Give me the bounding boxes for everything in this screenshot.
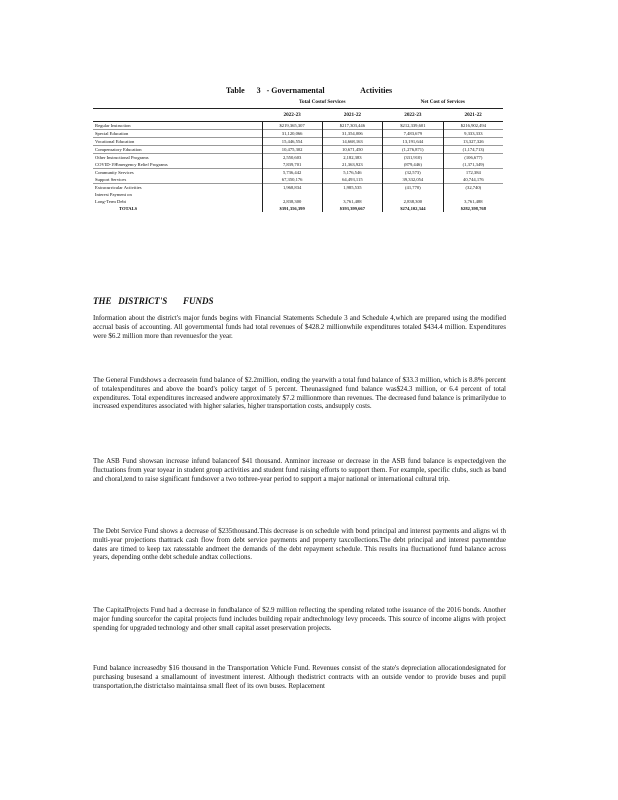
- paragraph-transportation-fund: Fund balance increasedby $16 thousand in the Transportation Vehicle Fund. Revenues consist of the state's depreciation allocationdesignated for purchasing busesand a smallamount of investment interest. Although thedistrict contracts with an outside vendor to provide buses and pupil transportation,the districtalso maintainsa small fleet of its own buses. Replacement: [93, 664, 506, 690]
- cell-value: $219,365,307: [262, 122, 322, 130]
- cell-value: 14,668,163: [322, 138, 382, 146]
- totals-row: [93, 205, 503, 212]
- cell-value: 172,384: [443, 169, 503, 177]
- table-year-row: [93, 109, 503, 122]
- paragraph-asb-fund: The ASB Fund showsan increase infund balanceof $41 thousand. Anminor increase or decrease in the ASB fund balance is expectedgiven the fluctuations from year toyear in student group activities and student fund raising efforts to support them. For example, specific clubs, such as band and choral,tend to raise significant fundsover a two tothree-year period to support a major national or international cultural trip.: [93, 457, 506, 483]
- row-label: Interest Payment on: [95, 192, 132, 197]
- cell-value: 40,744,176: [443, 176, 503, 184]
- total-value: $391,356,399: [262, 205, 322, 212]
- paragraph-capital-projects-fund: The CapitalProjects Fund had a decrease in fundbalance of $2.9 million reflecting the spending related tothe issuance of the 2016 bonds. Another major funding sourcefor the capital projects fund includes building repair andtechnology levy proceeds. This source of income aligns with project spending for upgraded technology and other small capital asset preservation projects.: [93, 606, 506, 632]
- row-label: Regular Instruction: [95, 123, 131, 128]
- cell-value: [262, 191, 322, 198]
- governmental-activities-table: [93, 96, 503, 212]
- cell-value: 67,350,176: [262, 176, 322, 184]
- cell-value: $216,902,494: [443, 122, 503, 130]
- year-header: 2022-23: [262, 109, 322, 122]
- table-row: [93, 154, 503, 162]
- cell-value: 9,333,333: [443, 130, 503, 138]
- cell-value: 2,838,300: [262, 198, 322, 205]
- cell-value: 2,182,383: [322, 154, 382, 162]
- total-value: $282,398,768: [443, 205, 503, 212]
- total-value: $393,399,667: [322, 205, 382, 212]
- year-header: 2021-22: [443, 109, 503, 122]
- table-row: [93, 198, 503, 205]
- table-row: [93, 122, 503, 130]
- section-heading: THE DISTRICT'S FUNDS: [93, 296, 214, 306]
- paragraph-general-fund: The General Fundshows a decreasein fund balance of $2.2million, ending the yearwith a total fund balance of $33.3 million, which is 8.8% percent of totalexpenditures and above the board's policy target of 5 percent. Theunassigned fund balance was$24.3 million, or 6.4 percent of total expenditures. Total expenditures increased andwere approximately $7.2 millionmore than revenues. The decreased fund balance is primarilydue to increased expenditures associated with higher salaries, higher transportation costs, andsupply costs.: [93, 376, 506, 411]
- cell-value: (1,174,713): [443, 146, 503, 154]
- cell-value: 15,446,554: [262, 138, 322, 146]
- cell-value: 64,493,115: [322, 176, 382, 184]
- totals-label: TOTALS: [119, 206, 138, 211]
- cell-value: 13,327,326: [443, 138, 503, 146]
- cell-value: (879,446): [383, 161, 444, 169]
- cell-value: 10,475,302: [262, 146, 322, 154]
- cell-value: 10,671,450: [322, 146, 382, 154]
- cell-value: 3,761,488: [443, 198, 503, 205]
- cell-value: [443, 191, 503, 198]
- cell-value: 31,120,066: [262, 130, 322, 138]
- row-label: Vocational Education: [93, 138, 262, 146]
- cell-value: 7,839,701: [262, 161, 322, 169]
- header-total-cost: Total Costof Services: [262, 96, 383, 109]
- cell-value: 39,332,054: [383, 176, 444, 184]
- cell-value: 7,483,679: [383, 130, 444, 138]
- cell-value: 2,838,300: [383, 198, 444, 205]
- cell-value: 2,550,603: [262, 154, 322, 162]
- cell-value: 3,761,488: [322, 198, 382, 205]
- row-label: COVID-19Emergency Relief Programs: [95, 162, 168, 167]
- table-row: [93, 130, 503, 138]
- cell-value: (32,740): [443, 184, 503, 192]
- cell-value: 1,968,834: [262, 184, 322, 192]
- row-label: Other Instructional Programs: [93, 154, 262, 162]
- cell-value: 5,176,546: [322, 169, 382, 177]
- header-blank: [93, 96, 262, 109]
- header-net-cost: Net Cost of Services: [383, 96, 504, 109]
- row-label: Long-Term Debt: [95, 199, 126, 204]
- table-row: [93, 146, 503, 154]
- cell-value: 31,354,006: [322, 130, 382, 138]
- year-header: 2021-22: [322, 109, 382, 122]
- year-header: 2022-23: [383, 109, 444, 122]
- table-row: [93, 176, 503, 184]
- row-label: Special Education: [93, 130, 262, 138]
- total-value: $274,102,344: [383, 205, 444, 212]
- table-row: [93, 191, 503, 198]
- cell-value: $217,303,446: [322, 122, 382, 130]
- table-title: Table 3 - Governamental Activities: [225, 86, 393, 95]
- cell-value: $212,339,601: [383, 122, 444, 130]
- cell-value: (1,371,349): [443, 161, 503, 169]
- cell-value: (106,677): [443, 154, 503, 162]
- table-row: [93, 161, 503, 169]
- row-label: Support Services: [95, 177, 127, 182]
- cell-value: 1,985,535: [322, 184, 382, 192]
- table-header-row: [93, 96, 503, 109]
- cell-value: [322, 191, 382, 198]
- row-label: Extracurricular Activities: [93, 184, 262, 192]
- cell-value: [383, 191, 444, 198]
- cell-value: 5,736,442: [262, 169, 322, 177]
- cell-value: (1,276,871): [383, 146, 444, 154]
- row-label: Community Services: [93, 169, 262, 177]
- cell-value: (331,910): [383, 154, 444, 162]
- cell-value: 21,363,923: [322, 161, 382, 169]
- cell-value: (32,573): [383, 169, 444, 177]
- table-row: [93, 138, 503, 146]
- paragraph-intro: Information about the district's major funds begins with Financial Statements Schedule 3 and Schedule 4,which are prepared using the modified accrual basis of accounting. All governmental funds had total revenues of $428.2 millionwhile expenditures totaled $434.4 million. Expenditures were $6.2 million more than revenuesfor the year.: [93, 314, 506, 340]
- paragraph-debt-service-fund: The Debt Service Fund shows a decrease of $235thousand.This decrease is on schedule with bond principal and interest payments and aligns wi th multi-year projections thattrack cash flow from debt service payments and property taxcollections.The debt principal and interest paymentdue dates are timed to keep tax ratesstable andmeet the demands of the debt repayment schedule. This results ina fluctuationof fund balance across years, depending onthe debt schedule andtax collections.: [93, 527, 506, 562]
- table-row: [93, 169, 503, 177]
- table-row: [93, 184, 503, 192]
- cell-value: 13,191,644: [383, 138, 444, 146]
- cell-value: (41,770): [383, 184, 444, 192]
- row-label: Compensatory Education: [93, 146, 262, 154]
- header-blank: [93, 109, 262, 122]
